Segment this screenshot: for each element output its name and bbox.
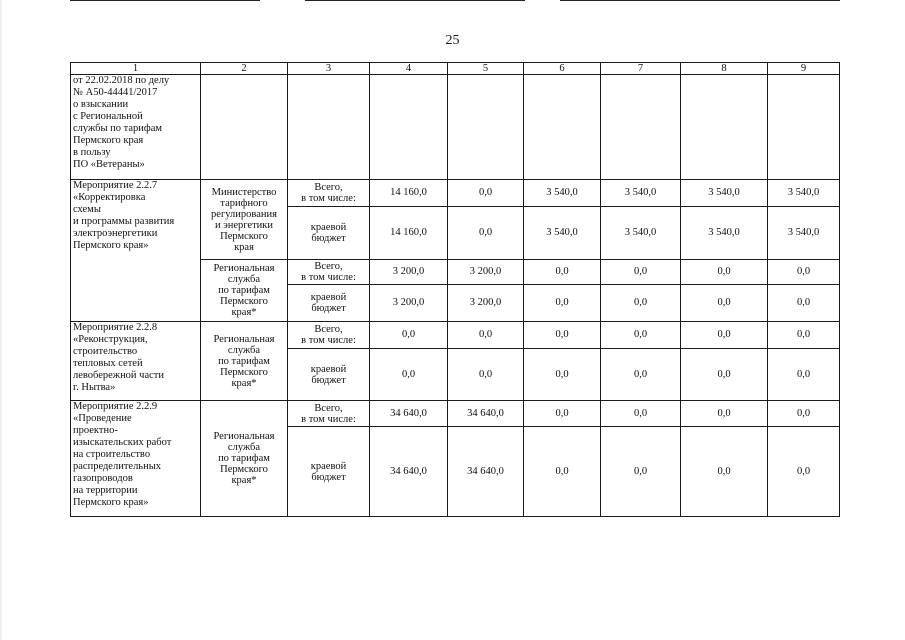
source-cell: краевой бюджет [288,427,370,517]
executor-cell: Региональная служба по тарифам Пермского края* [201,322,288,401]
value-cell: 34 640,0 [370,427,448,517]
value-cell: 0,0 [681,349,768,401]
value-cell: 3 540,0 [524,180,601,207]
value-cell: 0,0 [448,180,524,207]
value-cell: 0,0 [601,401,681,427]
event-2-2-8-description: Мероприятие 2.2.8 «Реконструкция, строительство тепловых сетей левобережной части г. Нытва» [71,322,201,401]
value-cell: 0,0 [681,260,768,285]
value-cell: 0,0 [681,322,768,349]
empty-cell [448,75,524,180]
value-cell: 0,0 [768,349,840,401]
value-cell: 3 200,0 [448,285,524,322]
value-cell: 0,0 [448,207,524,260]
value-cell: 3 540,0 [768,207,840,260]
source-cell: Всего, в том числе: [288,180,370,207]
event-2-2-7-description: Мероприятие 2.2.7 «Корректировка схемы и программы развития электроэнергетики Пермского края» [71,180,201,322]
column-header: 9 [768,63,840,75]
column-header: 3 [288,63,370,75]
value-cell: 3 200,0 [448,260,524,285]
column-header: 2 [201,63,288,75]
source-cell: краевой бюджет [288,285,370,322]
value-cell: 0,0 [681,401,768,427]
value-cell: 0,0 [601,322,681,349]
empty-cell [601,75,681,180]
page-number: 25 [445,33,460,48]
top-rule-left [70,0,260,1]
value-cell: 0,0 [524,349,601,401]
value-cell: 3 540,0 [681,180,768,207]
empty-cell [288,75,370,180]
value-cell: 3 200,0 [370,260,448,285]
event-2-2-9-description: Мероприятие 2.2.9 «Проведение проектно- изыскательских работ на строительство распределительных газопроводов на территории Пермского края» [71,401,201,517]
value-cell: 3 200,0 [370,285,448,322]
column-header: 4 [370,63,448,75]
value-cell: 0,0 [448,349,524,401]
source-cell: Всего, в том числе: [288,401,370,427]
value-cell: 34 640,0 [448,427,524,517]
executor-cell: Региональная служба по тарифам Пермского края* [201,260,288,322]
column-header: 7 [601,63,681,75]
value-cell: 0,0 [681,427,768,517]
value-cell: 14 160,0 [370,207,448,260]
table-row [71,322,840,349]
table-row [71,75,840,180]
value-cell: 3 540,0 [681,207,768,260]
column-number-row [71,63,840,75]
value-cell: 0,0 [524,260,601,285]
executor-cell: Министерство тарифного регулирования и энергетики Пермского края [201,180,288,260]
value-cell: 0,0 [768,427,840,517]
source-cell: Всего, в том числе: [288,322,370,349]
column-header: 8 [681,63,768,75]
value-cell: 3 540,0 [601,207,681,260]
column-header: 5 [448,63,524,75]
value-cell: 0,0 [601,285,681,322]
value-cell: 0,0 [601,427,681,517]
value-cell: 0,0 [524,401,601,427]
value-cell: 0,0 [768,322,840,349]
value-cell: 0,0 [370,322,448,349]
row-description: от 22.02.2018 по делу № А50-44441/2017 о взыскании с Региональной службы по тарифам Пермского края в пользу ПО «Ветераны» [71,75,201,180]
empty-cell [768,75,840,180]
value-cell: 0,0 [448,322,524,349]
value-cell: 0,0 [601,349,681,401]
source-cell: краевой бюджет [288,349,370,401]
value-cell: 0,0 [370,349,448,401]
value-cell: 0,0 [768,260,840,285]
source-cell: краевой бюджет [288,207,370,260]
value-cell: 0,0 [524,322,601,349]
value-cell: 3 540,0 [524,207,601,260]
value-cell: 0,0 [768,285,840,322]
empty-cell [681,75,768,180]
value-cell: 0,0 [524,427,601,517]
program-table [70,62,840,517]
empty-cell [370,75,448,180]
value-cell: 0,0 [681,285,768,322]
value-cell: 3 540,0 [601,180,681,207]
top-rule-middle [305,0,525,1]
scan-edge [0,0,2,640]
table-row [71,180,840,207]
empty-cell [201,75,288,180]
value-cell: 14 160,0 [370,180,448,207]
value-cell: 34 640,0 [370,401,448,427]
value-cell: 3 540,0 [768,180,840,207]
value-cell: 0,0 [601,260,681,285]
table-row [71,401,840,427]
value-cell: 0,0 [524,285,601,322]
top-rule-right [560,0,840,1]
column-header: 1 [71,63,201,75]
value-cell: 0,0 [768,401,840,427]
executor-cell: Региональная служба по тарифам Пермского края* [201,401,288,517]
source-cell: Всего, в том числе: [288,260,370,285]
column-header: 6 [524,63,601,75]
empty-cell [524,75,601,180]
value-cell: 34 640,0 [448,401,524,427]
